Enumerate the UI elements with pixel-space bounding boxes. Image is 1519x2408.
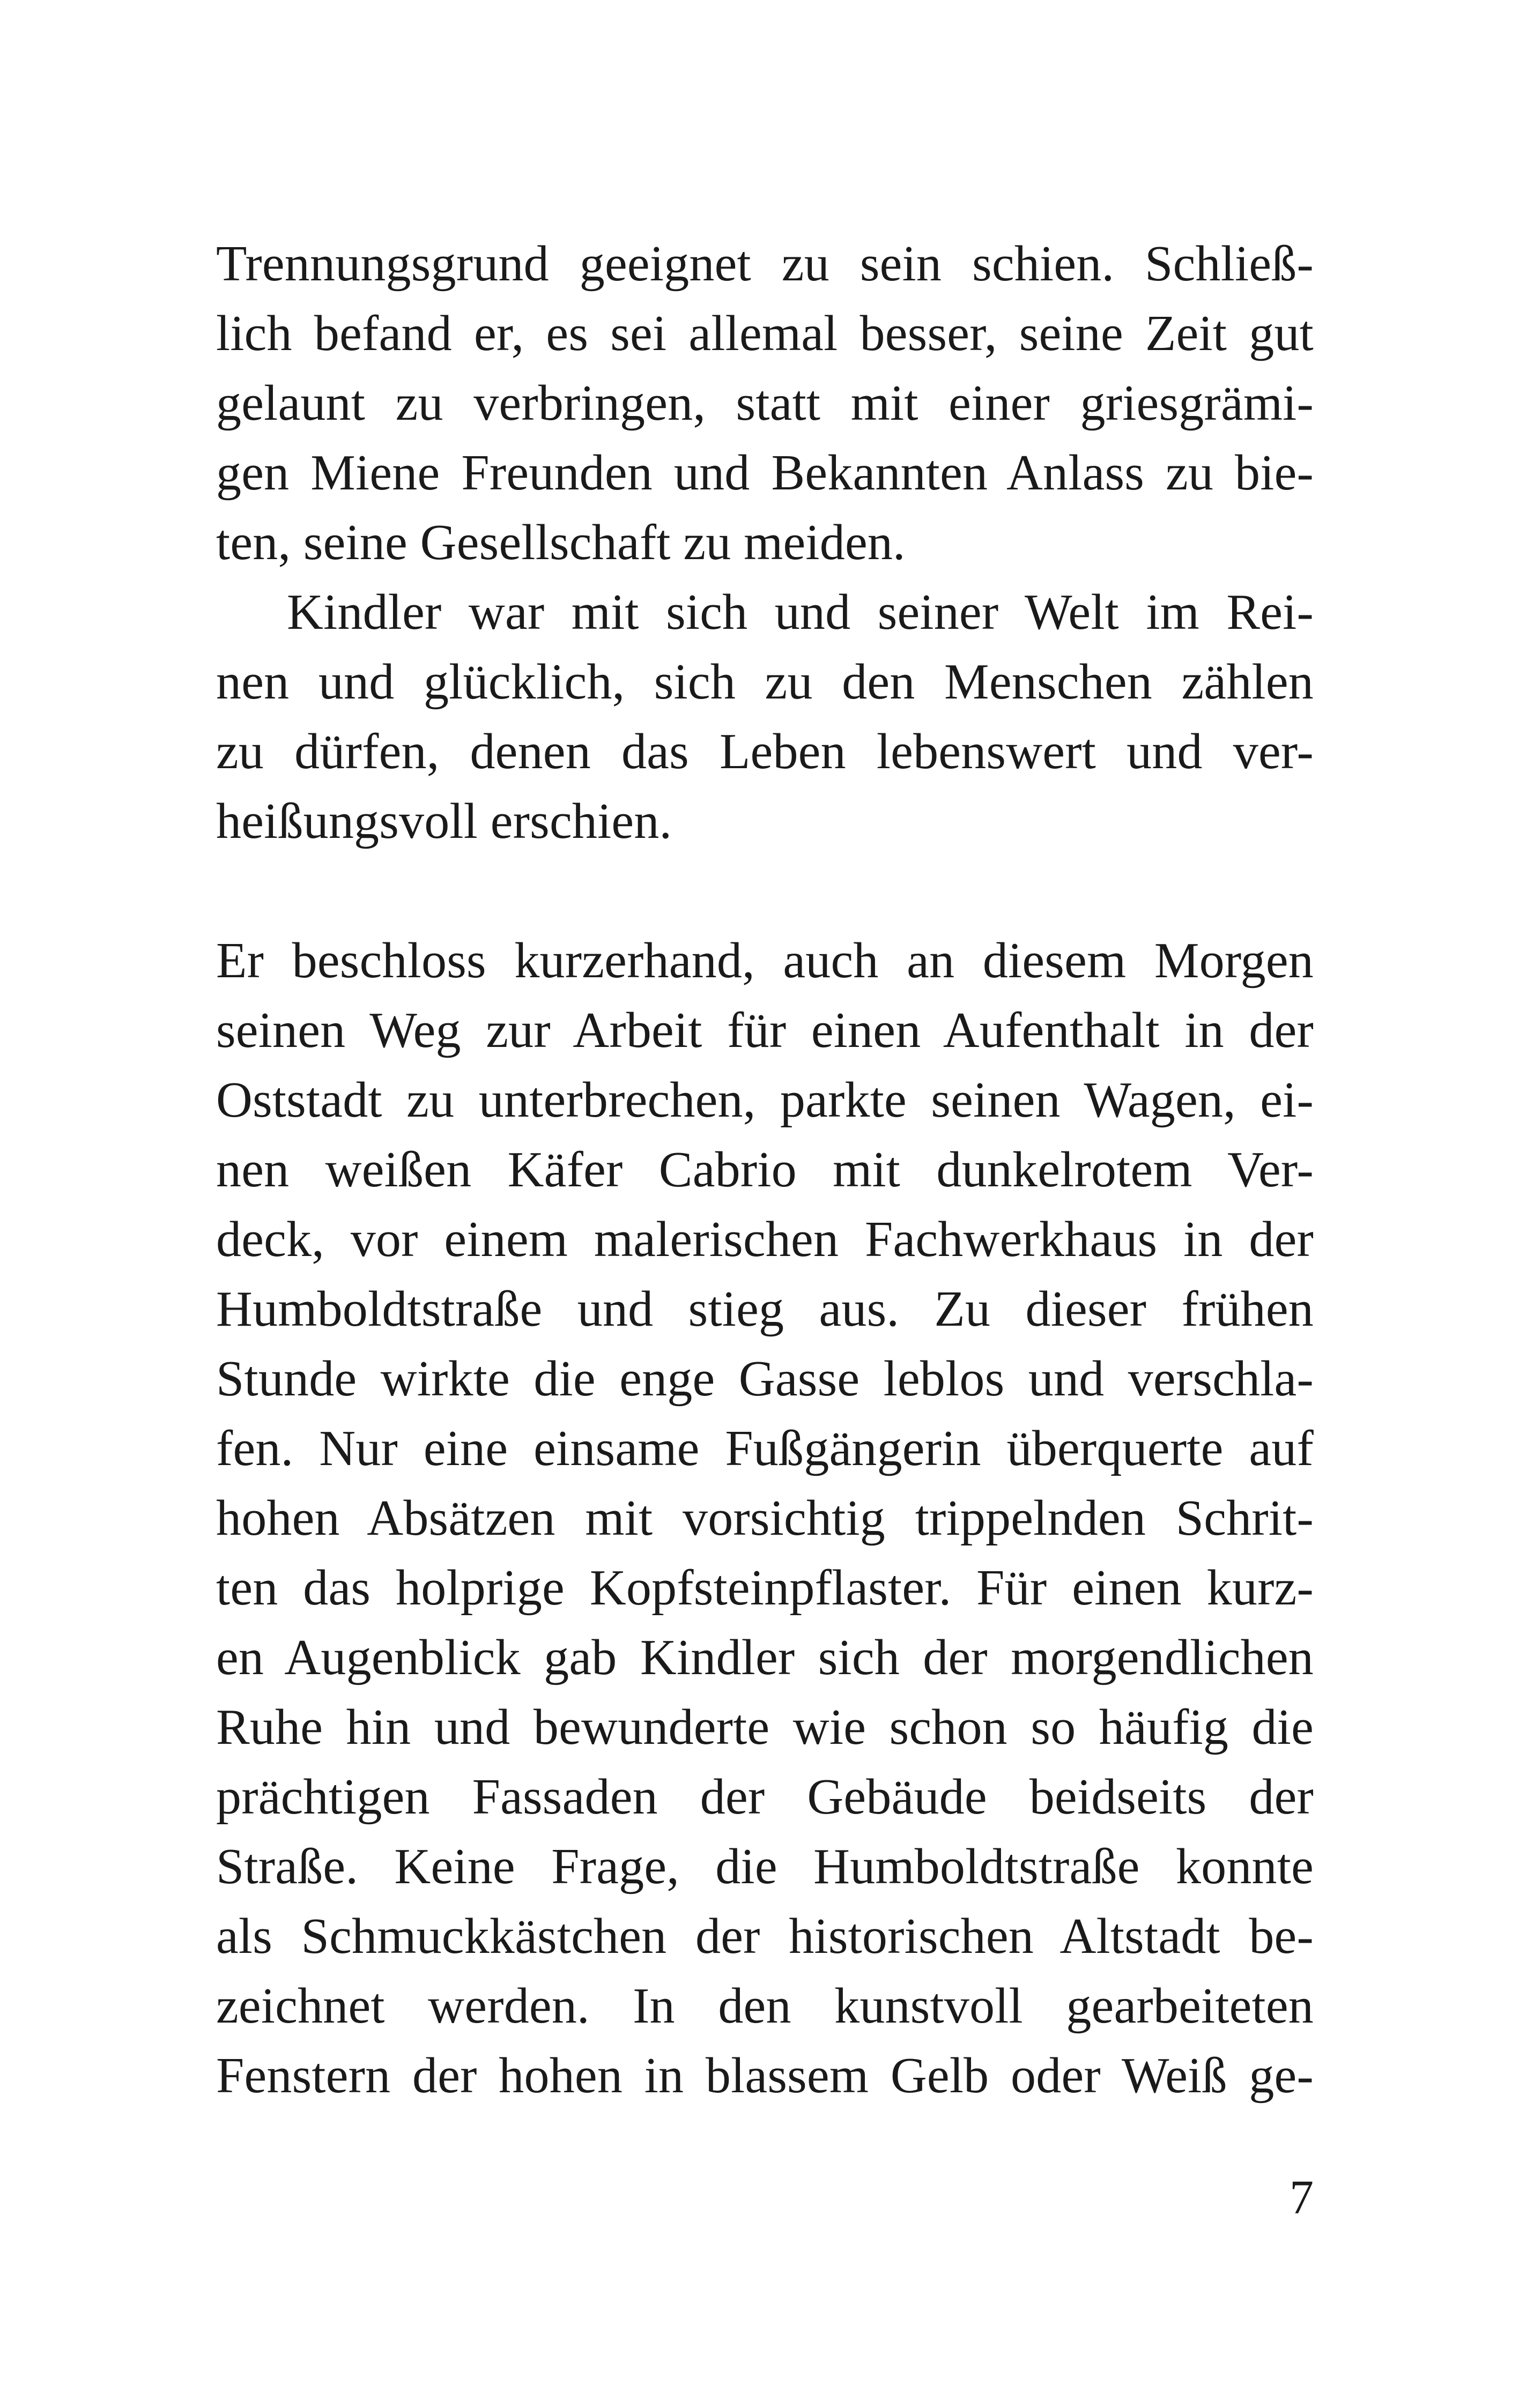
- text-line: heißungsvoll erschien.: [216, 793, 672, 849]
- page-number: 7: [1290, 2171, 1314, 2224]
- text-line: ten, seine Gesellschaft zu meiden.: [216, 515, 906, 570]
- text-line: fen. Nur eine einsame Fußgängerin überquerte auf: [216, 1421, 1314, 1476]
- text-line: Straße. Keine Frage, die Humboldtstraße konnte: [216, 1839, 1314, 1894]
- text-line: Oststadt zu unterbrechen, parkte seinen Wagen, ei-: [216, 1072, 1314, 1128]
- text-line: Fenstern der hohen in blassem Gelb oder Weiß ge-: [216, 2048, 1314, 2104]
- text-line: hohen Absätzen mit vorsichtig trippelnden Schrit-: [216, 1490, 1314, 1546]
- text-line: Stunde wirkte die enge Gasse leblos und verschla-: [216, 1351, 1314, 1407]
- text-line: gen Miene Freunden und Bekannten Anlass zu bie-: [216, 445, 1314, 501]
- text-line: gelaunt zu verbringen, statt mit einer griesgrämi-: [216, 375, 1314, 431]
- text-line: Trennungsgrund geeignet zu sein schien. Schließ-: [216, 236, 1314, 292]
- text-line: als Schmuckkästchen der historischen Altstadt be-: [216, 1908, 1314, 1964]
- text-line: Er beschloss kurzerhand, auch an diesem Morgen: [216, 933, 1314, 989]
- text-line: zu dürfen, denen das Leben lebenswert und ver-: [216, 724, 1314, 779]
- text-line: Humboldtstraße und stieg aus. Zu dieser frühen: [216, 1281, 1314, 1337]
- text-line: zeichnet werden. In den kunstvoll gearbeiteten: [216, 1978, 1314, 2034]
- text-line: nen und glücklich, sich zu den Menschen zählen: [216, 654, 1314, 710]
- text-line: seinen Weg zur Arbeit für einen Aufenthalt in der: [216, 1002, 1314, 1058]
- text-line: nen weißen Käfer Cabrio mit dunkelrotem Ver-: [216, 1142, 1314, 1198]
- text-line: Ruhe hin und bewunderte wie schon so häufig die: [216, 1699, 1314, 1755]
- text-line: deck, vor einem malerischen Fachwerkhaus in der: [216, 1212, 1314, 1267]
- paragraph-2: [216, 577, 1314, 856]
- paragraph-3: [216, 926, 1314, 2110]
- text-line: lich befand er, es sei allemal besser, seine Zeit gut: [216, 306, 1314, 361]
- text-line: Kindler war mit sich und seiner Welt im Rei-: [287, 584, 1314, 640]
- text-line: ten das holprige Kopfsteinpflaster. Für einen kurz-: [216, 1560, 1314, 1616]
- paragraph-1: [216, 229, 1314, 577]
- text-line: en Augenblick gab Kindler sich der morgendlichen: [216, 1630, 1314, 1685]
- text-line: prächtigen Fassaden der Gebäude beidseits der: [216, 1769, 1314, 1825]
